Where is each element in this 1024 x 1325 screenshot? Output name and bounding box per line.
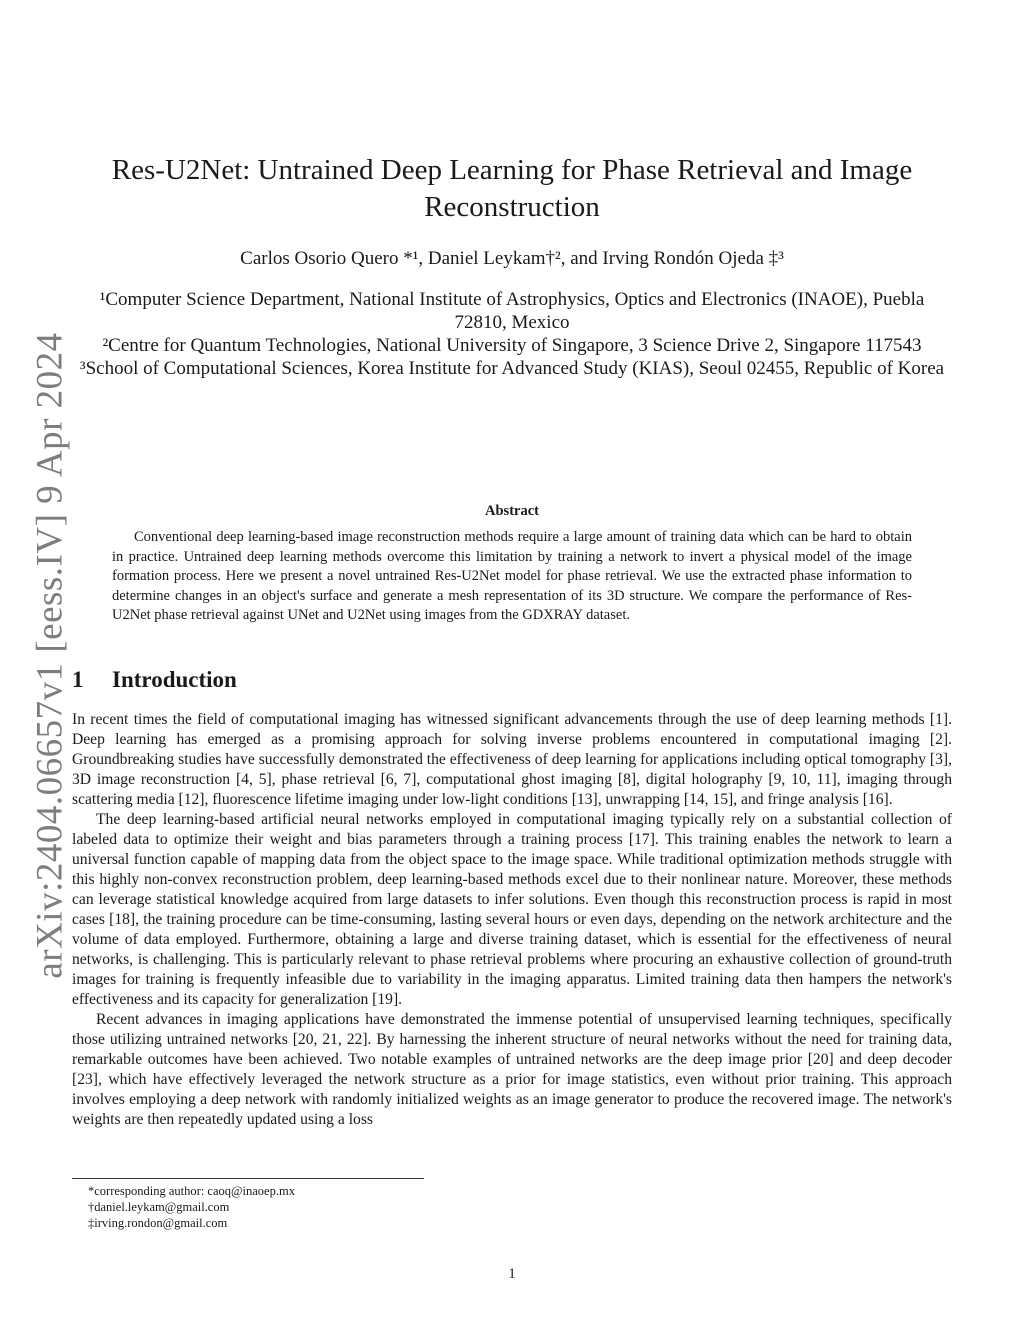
page-number: 1: [508, 1266, 516, 1282]
affiliation-1: ¹Computer Science Department, National Institute of Astrophysics, Optics and Electronics (INAOE), Puebla 72810, Mexico: [99, 289, 925, 333]
abstract-text: Conventional deep learning-based image reconstruction methods require a large amount of training data which can be hard to obtain in practice. Untrained deep learning methods overcome this limitation by training a network to invert a physical model of the image formation process. Here we present a novel untrained Res-U2Net model for phase retrieval. We use the extracted phase information to determine changes in an object's surface and generate a mesh representation of its 3D structure. We compare the performance of Res-U2Net phase retrieval against UNet and U2Net using images from the GDXRAY dataset.: [112, 529, 912, 624]
paragraph: Recent advances in imaging applications have demonstrated the immense potential of unsupervised learning techniques, specifically those utilizing untrained networks [20, 21, 22]. By harnessing the inherent structure of neural networks without the need for training data, remarkable outcomes have been achieved. Two notable examples of untrained networks are the deep image prior [20] and deep decoder [23], which have effectively leveraged the network structure as a prior for image statistics, even without prior training. This approach involves employing a deep network with randomly initialized weights as an image generator to produce the recovered image. The network's weights are then repeatedly updated using a loss: [72, 1011, 952, 1128]
section-heading: [72, 667, 237, 693]
section-number: 1: [72, 667, 84, 692]
arxiv-side-stamp: [20, 331, 80, 979]
affiliation-2: ²Centre for Quantum Technologies, National University of Singapore, 3 Science Drive 2, Singapore 117543: [102, 335, 922, 356]
abstract-heading: Abstract: [485, 503, 539, 519]
footnote-rule: [72, 1178, 424, 1179]
paragraph: In recent times the field of computational imaging has witnessed significant advancements through the use of deep learning methods [1]. Deep learning has emerged as a promising approach for solving inverse problems encountered in computational imaging [2]. Groundbreaking studies have successfully demonstrated the effectiveness of deep learning for applications including optical tomography [3], 3D image reconstruction [4, 5], phase retrieval [6, 7], computational ghost imaging [8], digital holography [9, 10, 11], imaging through scattering media [12], fluorescence lifetime imaging under low-light conditions [13], unwrapping [14, 15], and fringe analysis [16].: [72, 711, 952, 808]
footnotes: [72, 1178, 952, 1231]
section-title: Introduction: [112, 667, 237, 692]
paper-title: Res-U2Net: Untrained Deep Learning for Phase Retrieval and Image Reconstruction: [111, 154, 913, 223]
paragraph: The deep learning-based artificial neural networks employed in computational imaging typically rely on a substantial collection of labeled data to optimize their weight and bias parameters through a training process [17]. This training enables the network to learn a universal function capable of mapping data from the object space to the image space. While traditional optimization methods struggle with this highly non-convex reconstruction problem, deep learning-based methods excel due to their nonlinear nature. Moreover, these methods can leverage statistical knowledge acquired from large datasets to infer solutions. Even though this reconstruction process is rapid in most cases [18], the training procedure can be time-consuming, lasting several hours or even days, depending on the network architecture and the volume of data employed. Furthermore, obtaining a large and diverse training dataset, which is essential for the effectiveness of neural networks, is challenging. This is particularly relevant to phase retrieval problems where procuring an exhaustive collection of ground-truth images for training is frequently infeasible due to variability in the imaging apparatus. Limited training data then hampers the network's effectiveness and its capacity for generalization [19].: [72, 811, 952, 1008]
footnote: †daniel.leykam@gmail.com: [88, 1200, 230, 1214]
footnote: ‡irving.rondon@gmail.com: [88, 1216, 228, 1230]
author-list: Carlos Osorio Quero *¹, Daniel Leykam†², and Irving Rondón Ojeda ‡³: [240, 248, 784, 269]
body-text: [72, 710, 952, 1130]
arxiv-id-text: arXiv:2404.06657v1 [eess.IV] 9 Apr 2024: [29, 331, 71, 979]
affiliation-3: ³School of Computational Sciences, Korea Institute for Advanced Study (KIAS), Seoul 02455, Republic of Korea: [79, 358, 945, 379]
affiliation-list: [74, 288, 950, 380]
footnote: *corresponding author: caoq@inaoep.mx: [88, 1184, 295, 1198]
